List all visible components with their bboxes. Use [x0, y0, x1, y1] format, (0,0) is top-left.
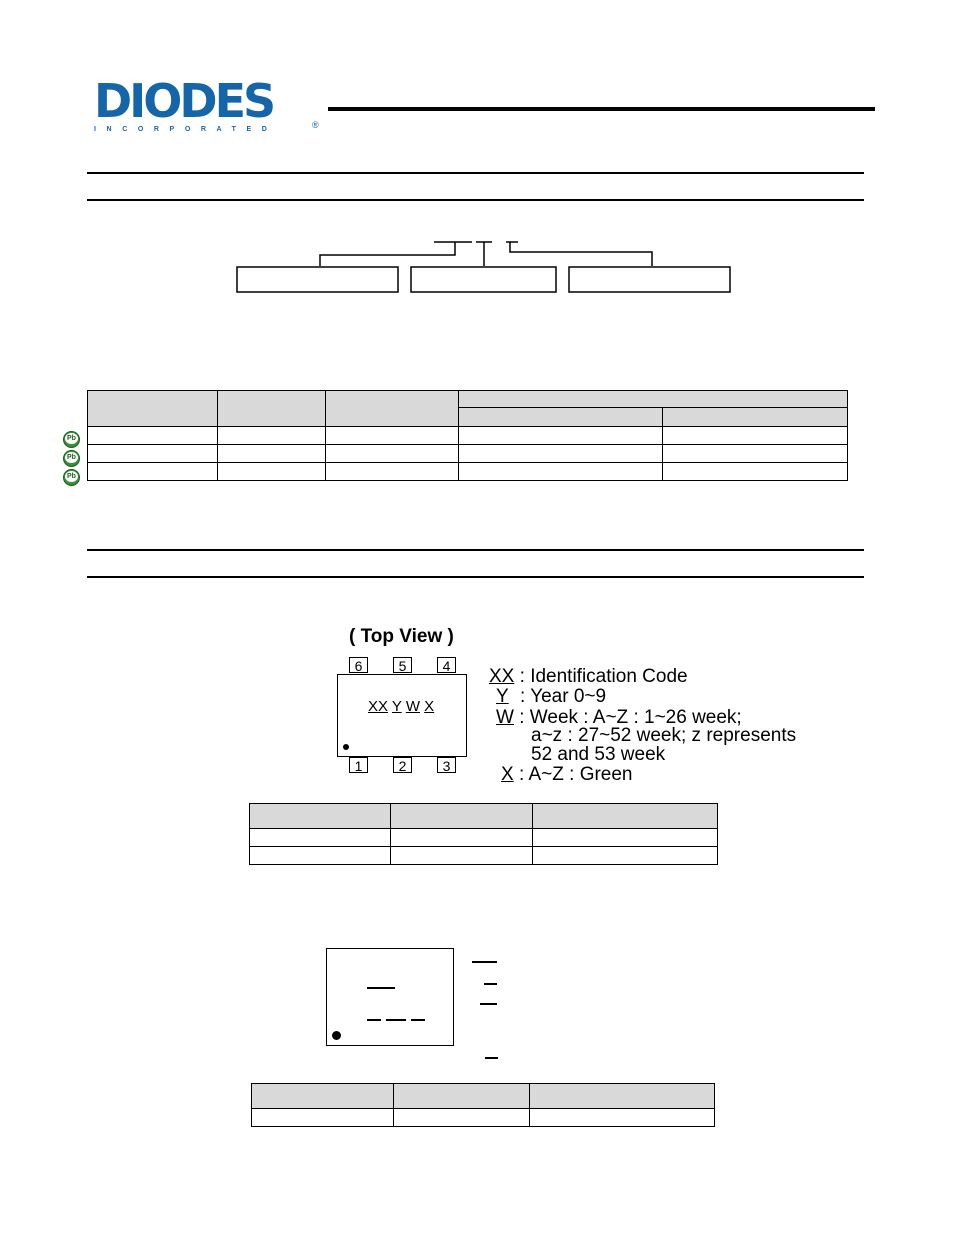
pb-free-icon: Pb — [63, 469, 80, 486]
code-x: X — [424, 698, 435, 715]
section-rule-top — [87, 172, 864, 174]
table-row — [252, 1109, 715, 1127]
part-box-1 — [237, 267, 398, 292]
header-rule — [328, 107, 875, 111]
legend-key: Y — [496, 686, 509, 707]
legend-line — [485, 1057, 498, 1059]
company-logo — [94, 74, 278, 133]
legend-sep: : — [514, 686, 531, 707]
bracket-line — [320, 242, 455, 266]
package-body — [337, 674, 467, 757]
pin1-dot — [332, 1031, 341, 1040]
part-number-diagram — [230, 235, 740, 297]
table-header-cell — [533, 804, 718, 829]
table-header-cell — [88, 391, 218, 427]
table-header-cell — [663, 408, 848, 427]
pin-6: 6 — [349, 657, 368, 673]
pin1-dot — [343, 744, 349, 750]
logo-subtitle: INCORPORATED — [94, 126, 278, 133]
marking-line — [386, 1019, 406, 1021]
table-row — [250, 829, 718, 847]
table-row — [88, 427, 848, 445]
section-rule-top — [87, 549, 864, 551]
section-rule-bottom — [87, 199, 864, 201]
table-row — [88, 463, 848, 481]
table-header-cell — [459, 391, 848, 408]
table-header-cell — [393, 1084, 530, 1109]
legend-text: Identification Code — [530, 666, 688, 687]
legend-line — [480, 1003, 497, 1005]
top-view-label: ( Top View ) — [349, 626, 454, 647]
legend-x — [501, 765, 633, 784]
pin-3: 3 — [437, 757, 456, 773]
table-header-cell — [459, 408, 663, 427]
table-header-cell — [252, 1084, 394, 1109]
code-y: Y — [391, 698, 402, 715]
table-header-cell — [217, 391, 325, 427]
package-body-2 — [326, 948, 454, 1046]
legend-line — [484, 983, 497, 985]
pin-5: 5 — [393, 657, 412, 673]
legend-w-continued: 52 and 53 week — [531, 744, 666, 765]
legend-text: Week : A~Z : 1~26 week; — [529, 707, 742, 728]
legend-xx — [489, 667, 688, 686]
legend-sep: : — [513, 764, 529, 785]
table-header-cell — [325, 391, 459, 427]
logo-wordmark: DIODES — [94, 74, 274, 128]
legend-key: XX — [489, 666, 515, 687]
marking-line — [367, 1019, 381, 1021]
legend-w-continued: a~z : 27~52 week; z represents — [531, 725, 797, 746]
legend-key: W — [496, 707, 514, 728]
marking-line — [367, 987, 395, 989]
marking-code — [368, 698, 434, 715]
pb-free-icon: Pb — [63, 450, 80, 467]
legend-text: Year 0~9 — [530, 686, 607, 707]
table-header-cell — [530, 1084, 715, 1109]
code-xx: XX — [368, 698, 389, 715]
registered-mark: ® — [312, 120, 319, 130]
bracket-line — [510, 242, 652, 266]
legend-key: X — [501, 764, 514, 785]
marking-table — [249, 803, 718, 865]
part-box-3 — [569, 267, 730, 292]
legend-sep: : — [513, 707, 530, 728]
ordering-table — [87, 390, 848, 481]
pin-4: 4 — [437, 657, 456, 673]
marking-line — [411, 1019, 425, 1021]
table-header-cell — [250, 804, 391, 829]
part-box-2 — [411, 267, 556, 292]
pb-free-icon: Pb — [63, 431, 80, 448]
code-w: W — [405, 698, 420, 715]
legend-text: A~Z : Green — [528, 764, 633, 785]
table-row — [88, 445, 848, 463]
marking-table-2 — [251, 1083, 715, 1127]
section-rule-bottom — [87, 576, 864, 578]
pin-2: 2 — [393, 757, 412, 773]
legend-line — [472, 961, 497, 963]
legend-y — [496, 687, 606, 706]
pin-1: 1 — [349, 757, 368, 773]
legend-sep: : — [514, 666, 531, 687]
table-header-cell — [390, 804, 533, 829]
table-row — [250, 847, 718, 865]
